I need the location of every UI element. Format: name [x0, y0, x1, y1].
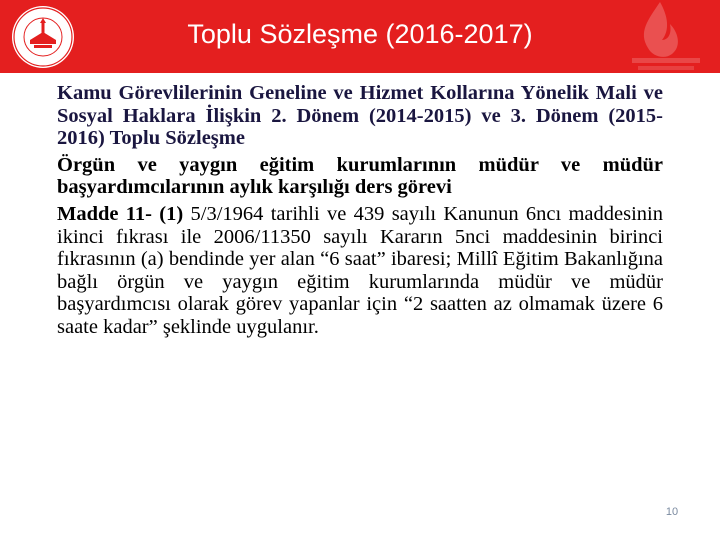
article-text: 5/3/1964 tarihli ve 439 sayılı Kanunun 6ncı maddesinin ikinci fıkrası ile 2006/11350 sayılı Kararın 5nci maddesinin birinci fıkrasının (a) bendinde yer alan “6 saat” ibaresi; Millî Eğitim Bakanlığına bağlı örgün ve yaygın eğitim kurumlarında müdür ve müdür başyardımcısı olarak görev yapanlar için “2 saatten az olmamak üzere 6 saate kadar” şeklinde uygulanır.	[57, 202, 663, 338]
page-number: 10	[665, 506, 679, 518]
topic-subheading: Örgün ve yaygın eğitim kurumlarının müdür ve müdür başyardımcılarının aylık karşılığı ders görevi	[57, 153, 663, 199]
torch-flame-icon	[612, 0, 716, 73]
agreement-heading: Kamu Görevlilerinin Geneline ve Hizmet Kollarına Yönelik Mali ve Sosyal Haklara İlişkin 2. Dönem (2014-2015) ve 3. Dönem (2015-2016) Toplu Sözleşme	[57, 82, 663, 150]
slide-body	[57, 82, 663, 339]
article-paragraph	[57, 203, 663, 339]
header-bar	[0, 0, 720, 73]
article-label: Madde 11- (1)	[57, 202, 184, 225]
page-title: Toplu Sözleşme (2016-2017)	[187, 19, 533, 49]
